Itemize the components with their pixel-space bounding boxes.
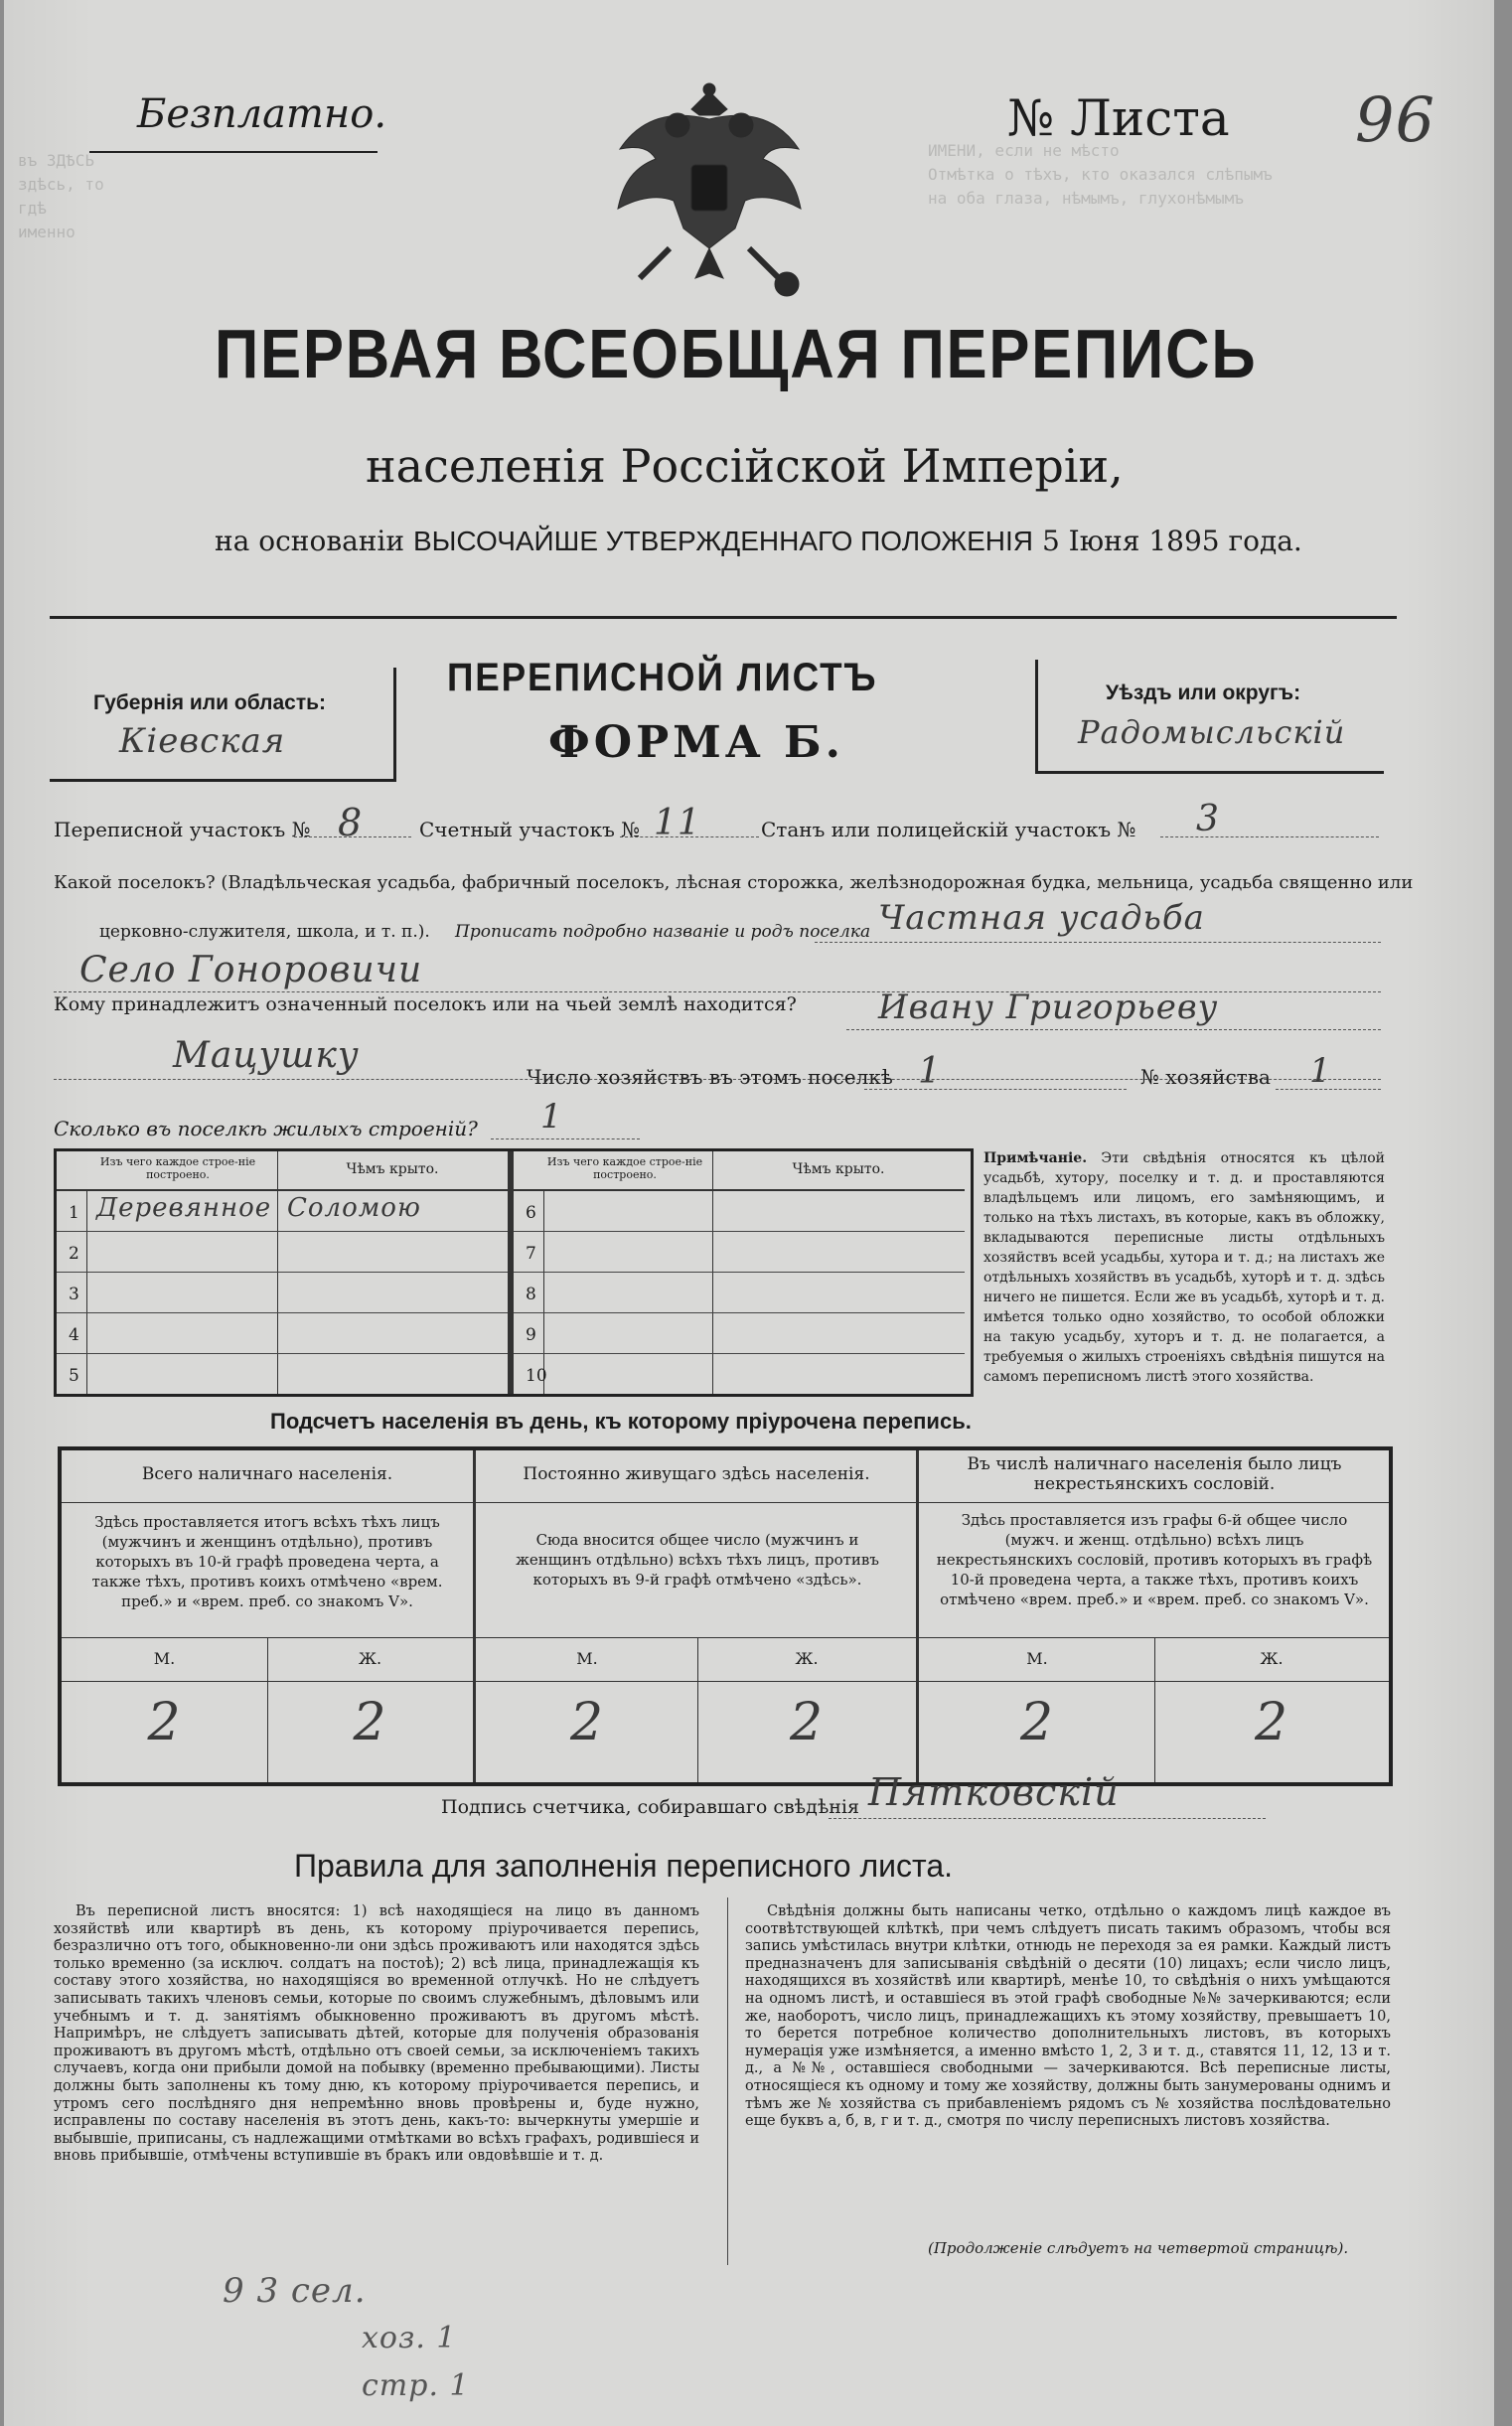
sheet-number-value: 96 <box>1355 83 1436 156</box>
bleed-through-left: въ ЗДѢСЬ здѣсь, то гдѣ именно <box>18 151 104 241</box>
table-row: 9 <box>514 1313 965 1354</box>
count-col2-text: Сюда вносится общее число (мужчинъ и женщинъ отдѣльно) всѣхъ тѣхъ лицъ, противъ которыхъ въ 9-й графѣ отмѣчено «здѣсь». <box>516 1531 879 1589</box>
table-row: 6 <box>514 1191 965 1232</box>
owner-line-1 <box>846 1029 1381 1030</box>
owner-value-2: Мацушку <box>173 1035 360 1076</box>
signature-line <box>829 1818 1266 1819</box>
census-form-page <box>4 0 1494 2426</box>
household-no-label: № хозяйства <box>1140 1065 1271 1089</box>
m-label: М. <box>153 1649 176 1668</box>
buildings-question: Сколько въ поселкѣ жилыхъ строеній? <box>54 1117 478 1140</box>
main-title: ПЕРВАЯ ВСЕОБЩАЯ ПЕРЕПИСЬ <box>215 315 1258 392</box>
table-rows-left <box>57 1191 508 1394</box>
pencil-note-3: стр. 1 <box>362 2368 470 2403</box>
poselok-line-1 <box>815 942 1381 943</box>
count-value: 2 <box>569 1693 605 1752</box>
owner-value-1: Ивану Григорьеву <box>878 987 1219 1027</box>
table-row: 7 <box>514 1232 965 1273</box>
households-line <box>864 1089 1127 1090</box>
table-row: 1 Деревянное Соломою <box>57 1191 508 1232</box>
rules-right-column: Свѣдѣнія должны быть написаны четко, отдѣльно о каждомъ лицѣ каждое въ соотвѣтствующей клѣткѣ, при чемъ слѣдуетъ писать такимъ образомъ, чтобы вся запись умѣстилась внутри клѣтки, отнюдь не переходя за ея рамки. Каждый листъ предназначенъ для записыванія свѣдѣній о десяти (10) лицахъ; если число лицъ, находящихся въ хозяйствѣ или квартирѣ, менѣе 10, то свѣдѣнія о нихъ умѣщаются на одномъ листѣ, и оставшіеся въ этой графѣ свободные №№ зачеркиваются; если же, наоборотъ, число лицъ, принадлежащихъ къ этому хозяйству, превышаетъ 10, то берется потребное количество дополнительныхъ листовъ, въ которыхъ нумерація уже измѣняется, а именно вмѣсто 1, 2, 3 и т. д., ставятся 11, 12, 13 и т. д., а №№, оставшіеся свободными — зачеркиваются. Всѣ переписные листы, относящіеся къ одному и тому же хозяйству, должны быть занумерованы однимъ и тѣмъ же № хозяйства съ прибавленіемъ рядомъ съ № хозяйства послѣдовательно еще буквъ а, б, в, г и т. д., смотря по числу переписныхъ листовъ хозяйства. <box>745 1903 1391 2130</box>
count-col1-title: Всего наличнаго населенія. <box>141 1464 393 1484</box>
rules-column-divider <box>727 1897 728 2265</box>
pencil-note-1: 9 3 сел. <box>223 2271 367 2311</box>
owner-question: Кому принадлежитъ означенный поселокъ или на чьей землѣ находится? <box>54 993 797 1015</box>
uezd-box <box>1035 660 1384 774</box>
sheet-number-label: № Листа <box>1007 89 1230 147</box>
table-row: 8 <box>514 1273 965 1313</box>
perepis-uch-label: Переписной участокъ № <box>54 818 311 841</box>
table-right-half <box>514 1151 965 1394</box>
poselok-hint: Прописать подробно названіе и родъ поселка <box>455 922 871 942</box>
count-col1-text: Здѣсь проставляется итогъ всѣхъ тѣхъ лицъ (мужчинъ и женщинъ отдѣльно), противъ которыхъ въ 10-й графѣ проведена черта, а также тѣхъ, противъ коихъ отмѣчено «врем. преб.» и «врем. преб. со знакомъ V». <box>91 1513 443 1610</box>
poselok-question-2: церковно-служителя, школа, и т. п.). <box>99 922 430 942</box>
schet-uch-label: Счетный участокъ № <box>419 818 641 841</box>
poselok-value-1: Частная усадьба <box>878 898 1205 938</box>
schet-uch-value: 11 <box>654 803 701 843</box>
form-subtitle: ФОРМА Б. <box>548 717 844 768</box>
zh-label: Ж. <box>1260 1649 1284 1668</box>
side-note <box>983 1148 1385 1387</box>
gubernia-box <box>50 668 396 782</box>
count-col3-text: Здѣсь проставляется изъ графы 6-й общее число (мужч. и женщ. отдѣльно) всѣхъ лицъ некрестьянскихъ сословій, противъ которыхъ въ графѣ 10-й проведена черта, а также тѣхъ, противъ коихъ отмѣчено «врем. преб.» и «врем. преб. со знакомъ V». <box>936 1511 1373 1608</box>
signature-label: Подпись счетчика, собиравшаго свѣдѣнія <box>441 1796 859 1818</box>
stan-line <box>1160 836 1379 837</box>
m-label: М. <box>1026 1649 1048 1668</box>
count-value: 2 <box>147 1693 182 1752</box>
buildings-value: 1 <box>540 1097 563 1137</box>
side-note-text: Эти свѣдѣнія относятся къ цѣлой усадьбѣ, хутору, поселку и т. д. и проставляются владѣльцемъ или лицомъ, его замѣняющимъ, и только на тѣхъ листахъ, въ которые, какъ въ обложку, вкладываются переписные листы отдѣльныхъ хозяйствъ всей усадьбы, хутора и т. д.; на листахъ же отдѣльныхъ хозяйствъ въ усадьбѣ, хуторѣ и т. д. здѣсь ничего не пишется. Если же въ усадьбѣ, хуторѣ и т. д. имѣется только одно хозяйство, то особой обложки на такую усадьбу, хуторъ и т. д. не полагается, а требуемыя о жилыхъ строеніяхъ свѣдѣнія пишутся на самомъ переписномъ листѣ этого хозяйства. <box>983 1150 1385 1385</box>
basis-prefix: на основаніи <box>215 525 405 557</box>
table-rows-right <box>514 1191 965 1394</box>
zh-label: Ж. <box>358 1649 382 1668</box>
table-row: 3 <box>57 1273 508 1313</box>
rules-continued: (Продолженіе слѣдуетъ на четвертой страницѣ). <box>928 2239 1349 2257</box>
free-stamp-box <box>89 48 387 153</box>
buildings-line <box>491 1138 640 1139</box>
top-divider <box>50 616 1397 619</box>
count-value: 2 <box>1254 1693 1289 1752</box>
table-left-half <box>57 1151 508 1394</box>
households-label: Число хозяйствъ въ этомъ поселкѣ <box>527 1065 893 1089</box>
population-count-table <box>58 1446 1393 1786</box>
count-col3-title: Въ числѣ наличнаго населенія было лицъ некрестьянскихъ сословій. <box>967 1454 1342 1494</box>
table-row: 4 <box>57 1313 508 1354</box>
count-col2-title: Постоянно живущаго здѣсь населенія. <box>523 1464 870 1484</box>
basis-caps: ВЫСОЧАЙШЕ УТВЕРЖДЕННАГО ПОЛОЖЕНІЯ <box>412 526 1034 556</box>
pencil-note-2: хоз. 1 <box>362 2321 457 2355</box>
double-headed-eagle-icon <box>600 79 819 308</box>
table-col-material-header: Изъ чего каждое строе-ніе построено. <box>99 1155 256 1181</box>
basis-date: 5 Іюня 1895 года. <box>1041 525 1302 557</box>
form-title: ПЕРЕПИСНОЙ ЛИСТЪ <box>447 656 878 699</box>
gubernia-value: Кіевская <box>119 721 286 761</box>
count-value: 2 <box>789 1693 825 1752</box>
free-label: Безплатно. <box>137 91 387 137</box>
stan-value: 3 <box>1196 799 1220 839</box>
perepis-uch-value: 8 <box>338 801 364 844</box>
count-value: 2 <box>353 1693 387 1752</box>
signature-value: Пятковскій <box>868 1770 1120 1814</box>
table-row: 2 <box>57 1232 508 1273</box>
table-col-roof-header: Чѣмъ крыто. <box>346 1161 439 1177</box>
side-note-title: Примѣчаніе. <box>983 1150 1088 1166</box>
poselok-value-2: Село Гоноровичи <box>79 950 423 990</box>
basis-line <box>215 525 1302 557</box>
rules-heading: Правила для заполненія переписного листа. <box>294 1848 953 1884</box>
poselok-question: Какой поселокъ? (Владѣльческая усадьба, фабричный поселокъ, лѣсная сторожка, желѣзнодорожная будка, мельница, усадьба священно или <box>54 872 1414 893</box>
households-value: 1 <box>918 1051 942 1092</box>
table-row: 5 <box>69 1366 79 1386</box>
gubernia-label: Губернія или область: <box>93 691 327 714</box>
count-heading: Подсчетъ населенія въ день, къ которому пріурочена перепись. <box>270 1409 972 1434</box>
stan-label: Станъ или полицейскій участокъ № <box>761 818 1136 841</box>
count-value: 2 <box>1019 1693 1055 1752</box>
buildings-table <box>54 1148 974 1397</box>
table-row: 10 <box>526 1366 547 1386</box>
uezd-label: Уѣздъ или округъ: <box>1106 682 1301 704</box>
household-no-value: 1 <box>1309 1051 1332 1091</box>
subtitle: населенія Россійской Имперіи, <box>366 439 1124 493</box>
rules-left-column: Въ переписной листъ вносятся: 1) всѣ находящіеся на лицо въ данномъ хозяйствѣ или квартирѣ въ день, къ которому пріурочивается перепись, безразлично отъ того, обыкновенно-ли они здѣсь проживаютъ или находятся здѣсь только временно (за исключ. солдатъ на постоѣ); 2) всѣ лица, принадлежащія къ составу этого хозяйства, но находящіяся во временной отлучкѣ. Но не слѣдуетъ записывать такихъ членовъ семьи, которые по своимъ служебнымъ, дѣловымъ или учебнымъ и т. д. занятіямъ обыкновенно проживаютъ въ другомъ мѣстѣ. Напримѣръ, не слѣдуетъ записывать дѣтей, которые для полученія образованія проживаютъ въ другомъ мѣстѣ, отдѣльно отъ своей семьи, за исключеніемъ такихъ случаевъ, когда они прибыли домой на побывку (временно пребывающими). Листы должны быть заполнены къ тому дню, къ которому пріурочивается перепись, и утромъ сего послѣдняго дня непремѣнно вновь провѣрены и, буде нужно, исправлены по составу населенія въ этотъ день, какъ-то: вычеркнуты умершіе и выбывшіе, приписаны, съ надлежащими отмѣтками во всѣхъ графахъ, родившіеся и вновь прибывшіе, отмѣчены вступившіе въ бракъ или овдовѣвшіе и т. д. <box>54 1903 699 2165</box>
m-label: М. <box>576 1649 598 1668</box>
table-col-material-header-2: Изъ чего каждое строе-ніе построено. <box>546 1155 703 1181</box>
bleed-through-right: ИМЕНИ, если не мѣсто Отмѣтка о тѣхъ, кто оказался слѣпымъ на оба глаза, нѣмымъ, глухонѣмымъ <box>928 141 1273 208</box>
uezd-value: Радомысльскій <box>1078 713 1346 751</box>
zh-label: Ж. <box>795 1649 819 1668</box>
table-col-roof-header-2: Чѣмъ крыто. <box>792 1161 885 1177</box>
